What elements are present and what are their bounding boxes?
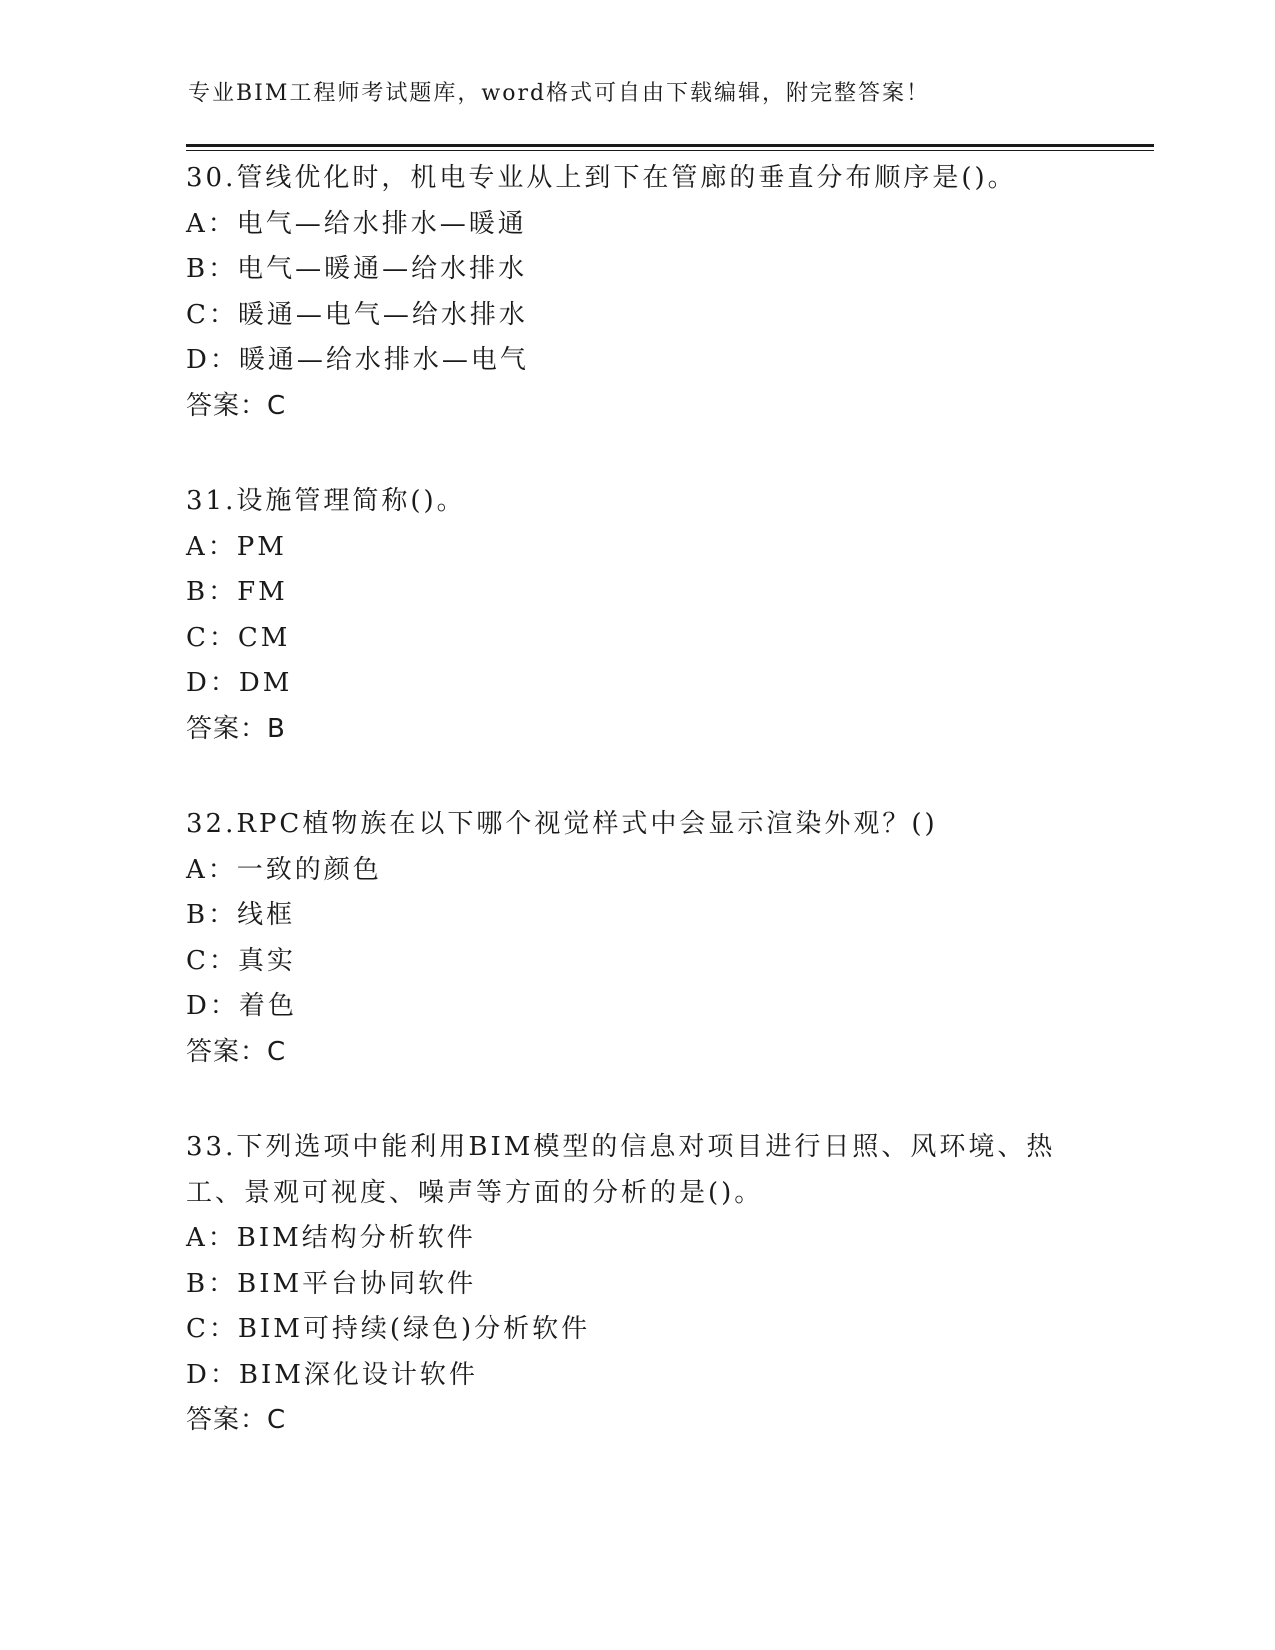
question-31 (186, 479, 1146, 752)
question-33 (186, 1125, 1146, 1444)
question-stem: 30.管线优化时，机电专业从上到下在管廊的垂直分布顺序是()。 (186, 163, 1017, 193)
option-c: C：BIM可持续(绿色)分析软件 (186, 1314, 591, 1344)
option-a: A：一致的颜色 (186, 854, 382, 885)
answer-line: 答案：C (186, 390, 287, 421)
option-d: D：着色 (186, 991, 297, 1021)
document-header: 专业BIM工程师考试题库，word格式可自由下载编辑，附完整答案！ (188, 81, 931, 106)
option-a: A：BIM结构分析软件 (186, 1223, 476, 1253)
option-d: D：BIM深化设计软件 (186, 1359, 478, 1390)
answer-line: 答案：B (186, 713, 286, 744)
header-rule-thin (186, 150, 1154, 151)
question-stem: 32.RPC植物族在以下哪个视觉样式中会显示渲染外观？() (186, 809, 938, 839)
question-30 (186, 156, 1146, 429)
option-c: C：CM (186, 622, 291, 653)
option-b: B：电气—暖通—给水排水 (186, 254, 528, 284)
option-b: B：BIM平台协同软件 (186, 1268, 477, 1299)
option-b: B：FM (186, 577, 288, 607)
option-a: A：电气—给水排水—暖通 (186, 208, 527, 239)
option-d: D：DM (186, 668, 293, 698)
header-rule-thick (186, 144, 1154, 147)
option-b: B：线框 (186, 900, 296, 930)
option-c: C：暖通—电气—给水排水 (186, 299, 528, 330)
question-32 (186, 802, 1146, 1075)
option-a: A：PM (186, 531, 287, 562)
option-d: D：暖通—给水排水—电气 (186, 345, 529, 375)
answer-line: 答案：C (186, 1405, 287, 1435)
question-stem: 31.设施管理简称()。 (186, 486, 466, 516)
option-c: C：真实 (186, 945, 296, 976)
answer-line: 答案：C (186, 1036, 287, 1067)
question-stem: 33.下列选项中能利用BIM模型的信息对项目进行日照、风环境、热工、景观可视度、噪声等方面的分析的是()。 (186, 1132, 1056, 1208)
question-list (186, 156, 1146, 1494)
